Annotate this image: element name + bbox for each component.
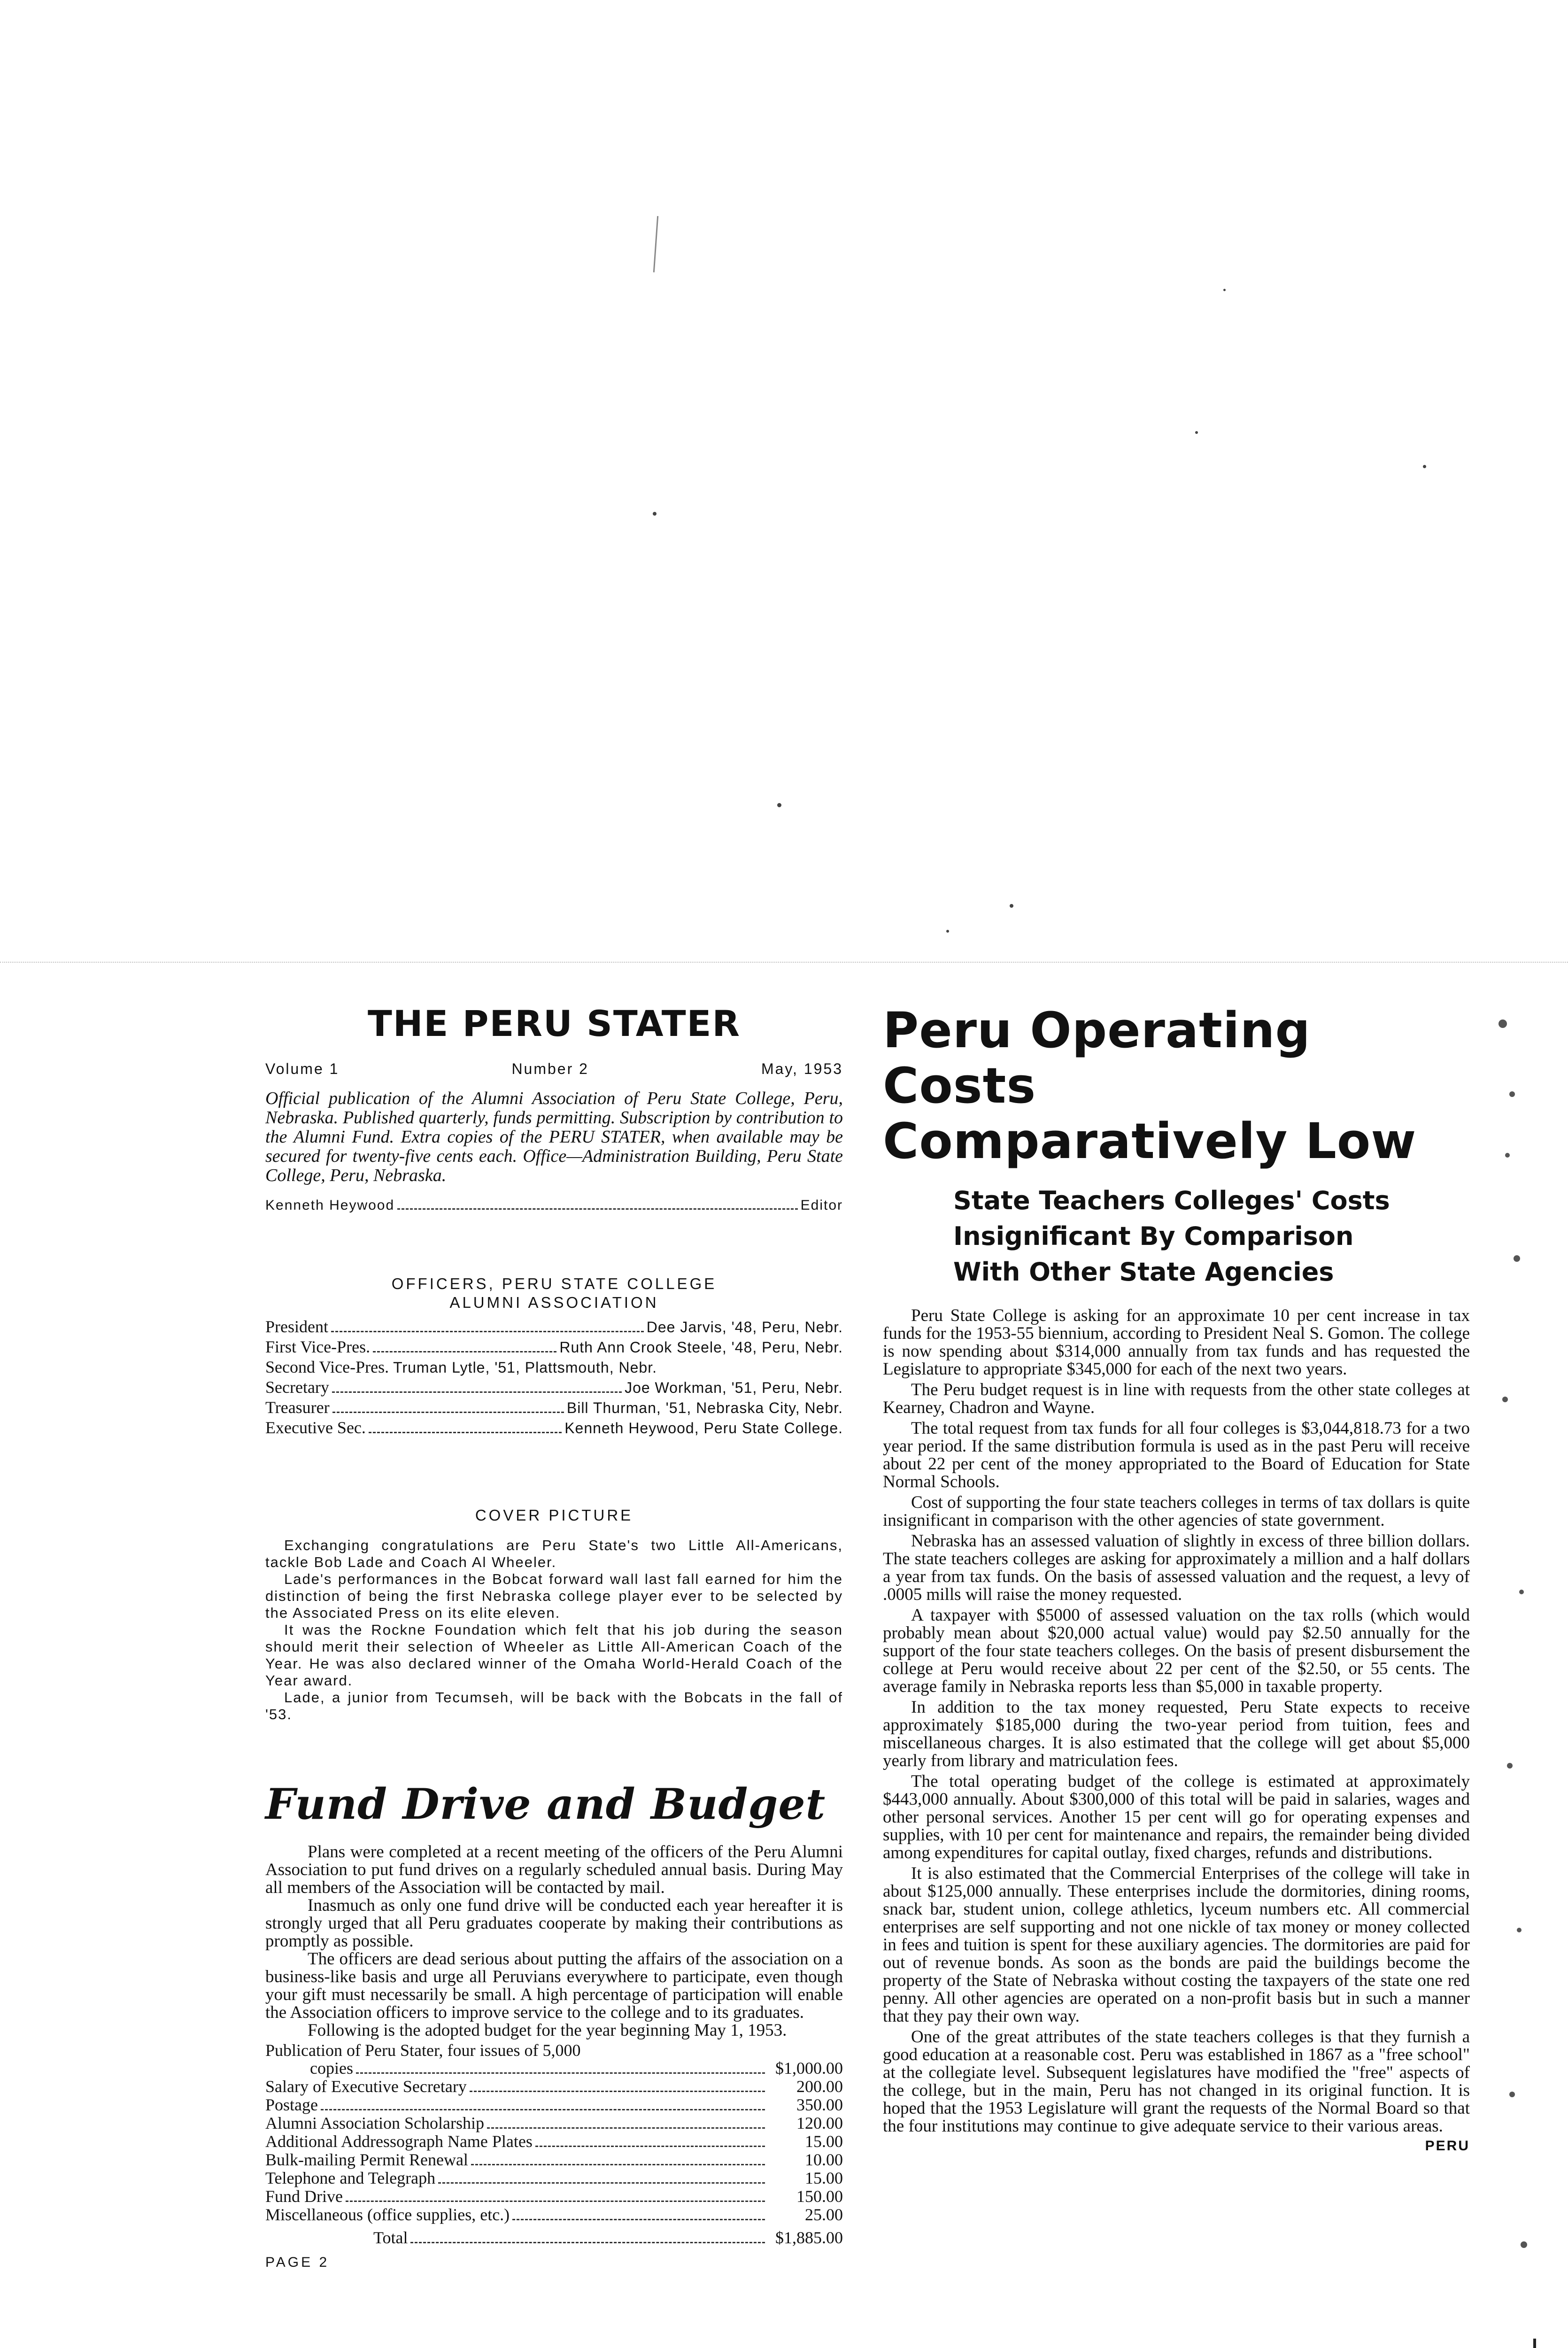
running-foot: PERU [1425,2138,1470,2154]
leader-dots [410,2242,765,2243]
officer-title: First Vice-Pres. [265,1337,371,1356]
article-paragraph: It is also estimated that the Commercial Enterprises of the college will take in about $125,000 annually. These enterprises include the dormitories, dining rooms, snack bar, student union, college athletics, lyceum numbers etc. All commercial enterprises are self supporting and not one nickle of tax money or money collected in fees and tuition is spent for these auxiliary agencies. The dormitories are paid for out of revenue bonds. As soon as the bonds are paid the buildings become the property of the State of Nebraska without costing the taxpayers of the state one red penny. All other agencies are operated on a non-profit basis but in such a manner that they pay their own way. [883,1864,1470,2026]
fund-paragraph: Inasmuch as only one fund drive will be conducted each year hereafter it is strongly urged that all Peru graduates cooperate by making their contributions as promptly as possible. [265,1896,843,1951]
article-paragraph: Cost of supporting the four state teachers colleges in terms of tax dollars is quite insignificant in comparison with the other agencies of state government. [883,1493,1470,1530]
scan-speck [1010,904,1013,908]
scan-edge-marks [1484,1014,1540,2348]
budget-amount: 15.00 [805,2132,843,2151]
officers-heading [265,1274,843,1312]
article-headline [883,1003,1470,1169]
budget-amount: 10.00 [805,2150,843,2169]
budget-item: Postage [265,2095,318,2114]
number-label: Number 2 [511,1060,589,1077]
officer-row [265,1357,843,1377]
leader-dots [438,2182,765,2184]
leader-dots [321,2109,765,2110]
subhead-line2: Insignificant By Comparison [953,1221,1354,1251]
article-paragraph: A taxpayer with $5000 of assessed valuation on the tax rolls (which would probably mean about $20,000 actual value) would pay $2.50 annually for the support of the four state teachers colleges. On the basis of present disbursement the college at Peru would receive about 22 per cent of the $2.50, or 55 cents. The average family in Nebraska reports less than $5,000 in taxable property. [883,1606,1470,1696]
scan-speck [1195,431,1198,434]
article-paragraph: In addition to the tax money requested, Peru State expects to receive approximately $185,000 during the two-year period from tuition, fees and miscellaneous charges. It is also estimated that the college will get about $5,000 yearly from library and matriculation fees. [883,1698,1470,1770]
fund-paragraph: Following is the adopted budget for the year beginning May 1, 1953. [308,2021,787,2040]
headline-line1: Peru Operating Costs [883,1002,1311,1114]
volume-label: Volume 1 [265,1060,340,1077]
article-body [883,1307,1470,2135]
editor-line [265,1197,843,1213]
budget-row [265,2096,843,2114]
article-subhead [953,1183,1470,1290]
fund-title: Fund Drive and Budget [265,1779,826,1829]
official-statement: Official publication of the Alumni Association of Peru State College, Peru, Nebraska. Published quarterly, funds permitting. Subscription by contribution to the Alumni Fund. Extra copies of the PERU STATER, when available may be secured for twenty-five cents each. Office—Administration Building, Peru State College, Peru, Nebraska. [265,1089,843,1185]
leader-dots [512,2219,765,2220]
cover-paragraph: Lade's performances in the Bobcat forward wall last fall earned for him the distinction of being the first Nebraska college player ever to be selected by the Associated Press on its elite eleven. [265,1571,843,1621]
budget-row [265,2206,843,2224]
issue-line [265,1060,843,1078]
officer-row [265,1377,843,1398]
cover-paragraph: Lade, a junior from Tecumseh, will be back with the Bobcats in the fall of '53. [265,1689,843,1722]
officer-row [265,1398,843,1418]
leader-dots [471,2164,765,2165]
leader-dots [331,1331,644,1332]
leader-dots [487,2127,765,2129]
officer-row [265,1317,843,1337]
budget-item: Fund Drive [265,2187,343,2206]
subhead-line3: With Other State Agencies [953,1257,1334,1287]
fund-paragraph: The officers are dead serious about putting the affairs of the association on a business-like basis and urge all Peruvians everywhere to participate, even though your gift must necessarily be small. A high percentage of participation will enable the Association officers to improve service to the college and to its graduates. [265,1949,843,2022]
cover-picture-section [265,1506,843,1723]
scan-streak [653,216,658,272]
budget-amount: 350.00 [796,2095,843,2114]
article-paragraph: Peru State College is asking for an approximate 10 per cent increase in tax funds for the 1953-55 biennium, according to President Neal S. Gomon. The college is now spending about $314,000 annually from tax funds and has requested the Legislature to appropriate $345,000 for each of the next two years. [883,1306,1470,1379]
budget-amount: 150.00 [796,2187,843,2206]
left-column [265,1003,843,2271]
budget-intro [265,2041,843,2059]
budget-item: Miscellaneous (office supplies, etc.) [265,2205,510,2224]
budget-item: Telephone and Telegraph [265,2169,436,2187]
budget-intro-text: Publication of Peru Stater, four issues of 5,000 [265,2041,581,2060]
leader-dots [535,2146,765,2147]
article-paragraph: The Peru budget request is in line with requests from the other state colleges at Kearney, Chadron and Wayne. [883,1380,1470,1417]
scan-speck [777,803,781,807]
blank-scan-area [0,0,1568,963]
article-paragraph: One of the great attributes of the state teachers colleges is that they furnish a good education at a reasonable cost. Peru was established in 1867 as a "free school" at the collegiate level. Subsequent legislatures have modified the "free" aspects of the college, but in the main, Peru has not changed in its original function. It is hoped that the 1953 Legislature will grant the requests of the Normal Board so that the four institutions may continue to give adequate service to their various areas. [883,2027,1470,2136]
article-paragraph: The total operating budget of the college is estimated at approximately $443,000 annually. About $300,000 of this total will be paid in salaries, wages and other personal services. Another 15 per cent will go for operating expenses and supplies, with 10 per cent for maintenance and repairs, the remainder being divided among expenditures for capital outlay, fixed charges, refunds and distributions. [883,1772,1470,1862]
budget-item: Bulk-mailing Permit Renewal [265,2150,468,2169]
officer-name: Truman Lytle, '51, Plattsmouth, Nebr. [393,1359,657,1376]
leader-dots [373,1351,556,1352]
budget-item: Alumni Association Scholarship [265,2114,484,2132]
budget-row [265,2169,843,2187]
officer-title: President [265,1317,328,1336]
officer-title: Secretary [265,1378,329,1397]
newsletter-title: THE PERU STATER [367,1003,741,1044]
officers-heading-line1: OFFICERS, PERU STATE COLLEGE [391,1275,717,1292]
officer-name: Joe Workman, '51, Peru, Nebr. [625,1379,843,1396]
cover-paragraph: It was the Rockne Foundation which felt that his job during the season should merit their selection of Wheeler as Little All-American Coach of the Year. He was also declared winner of the Omaha World-Herald Coach of the Year award. [265,1622,843,1689]
cover-heading: COVER PICTURE [475,1506,633,1524]
scan-speck [1423,465,1426,468]
officers-heading-line2: ALUMNI ASSOCIATION [449,1294,659,1311]
budget-item: copies [310,2059,353,2078]
editor-role: Editor [800,1197,843,1213]
budget-row [265,2132,843,2151]
budget-row [265,2151,843,2169]
officer-name: Ruth Ann Crook Steele, '48, Peru, Nebr. [559,1339,843,1356]
budget-amount: $1,000.00 [775,2059,843,2078]
scan-speck [946,930,949,933]
page-number: PAGE 2 [265,2255,330,2270]
article-paragraph: Nebraska has an assessed valuation of slightly in excess of three billion dollars. The state teachers colleges are asking for approximately a million and a half dollars a year from tax funds. On the basis of assessed valuation and the request, a levy of .0005 mills will raise the money requested. [883,1531,1470,1604]
budget-total-row [265,2229,843,2247]
cover-paragraph: Exchanging congratulations are Peru State's two Little All-Americans, tackle Bob Lade and Coach Al Wheeler. [265,1537,843,1570]
fund-section [265,1779,843,2271]
officer-title: Second Vice-Pres. [265,1358,389,1376]
officer-row [265,1337,843,1357]
editor-name: Kenneth Heywood [265,1197,395,1213]
officer-name: Bill Thurman, '51, Nebraska City, Nebr. [566,1399,843,1416]
officer-title: Executive Sec. [265,1418,366,1437]
right-column [883,1003,1470,2154]
headline-line2: Comparatively Low [883,1112,1417,1170]
leader-dots [356,2072,765,2074]
budget-row [265,2114,843,2132]
budget-table [265,2041,843,2247]
leader-dots [332,1412,564,1413]
officers-section [265,1274,843,1438]
article-paragraph: The total request from tax funds for all four colleges is $3,044,818.73 for a two year period. If the same distribution formula is used as in the past Peru will receive about 22 per cent of the money appropriated to the Board of Education for State Normal Schools. [883,1419,1470,1491]
budget-item: Salary of Executive Secretary [265,2077,467,2096]
budget-item: Additional Addressograph Name Plates [265,2132,533,2151]
leader-dots [332,1391,622,1393]
budget-row [265,2059,843,2078]
leader-dots [369,1432,562,1433]
budget-amount: 120.00 [796,2114,843,2132]
leader-dots [346,2201,765,2202]
budget-total-amount: $1,885.00 [775,2228,843,2247]
officer-list [265,1317,843,1438]
budget-row [265,2078,843,2096]
budget-total-label: Total [373,2228,408,2247]
leader-dots [470,2091,765,2092]
page-divider [0,962,1568,964]
officer-row [265,1418,843,1438]
scan-speck [653,512,657,516]
officer-name: Kenneth Heywood, Peru State College. [564,1420,843,1437]
officer-name: Dee Jarvis, '48, Peru, Nebr. [646,1319,843,1336]
fund-paragraph: Plans were completed at a recent meeting of the officers of the Peru Alumni Association to put fund drives on a regularly scheduled annual basis. During May all members of the Association will be contacted by mail. [265,1842,843,1897]
officer-title: Treasurer [265,1398,330,1417]
subhead-line1: State Teachers Colleges' Costs [953,1186,1390,1215]
leader-dots [397,1208,797,1210]
budget-amount: 15.00 [805,2169,843,2187]
budget-row [265,2187,843,2206]
scan-speck [1223,289,1226,291]
issue-date: May, 1953 [761,1060,843,1077]
budget-amount: 25.00 [805,2205,843,2224]
budget-amount: 200.00 [796,2077,843,2096]
